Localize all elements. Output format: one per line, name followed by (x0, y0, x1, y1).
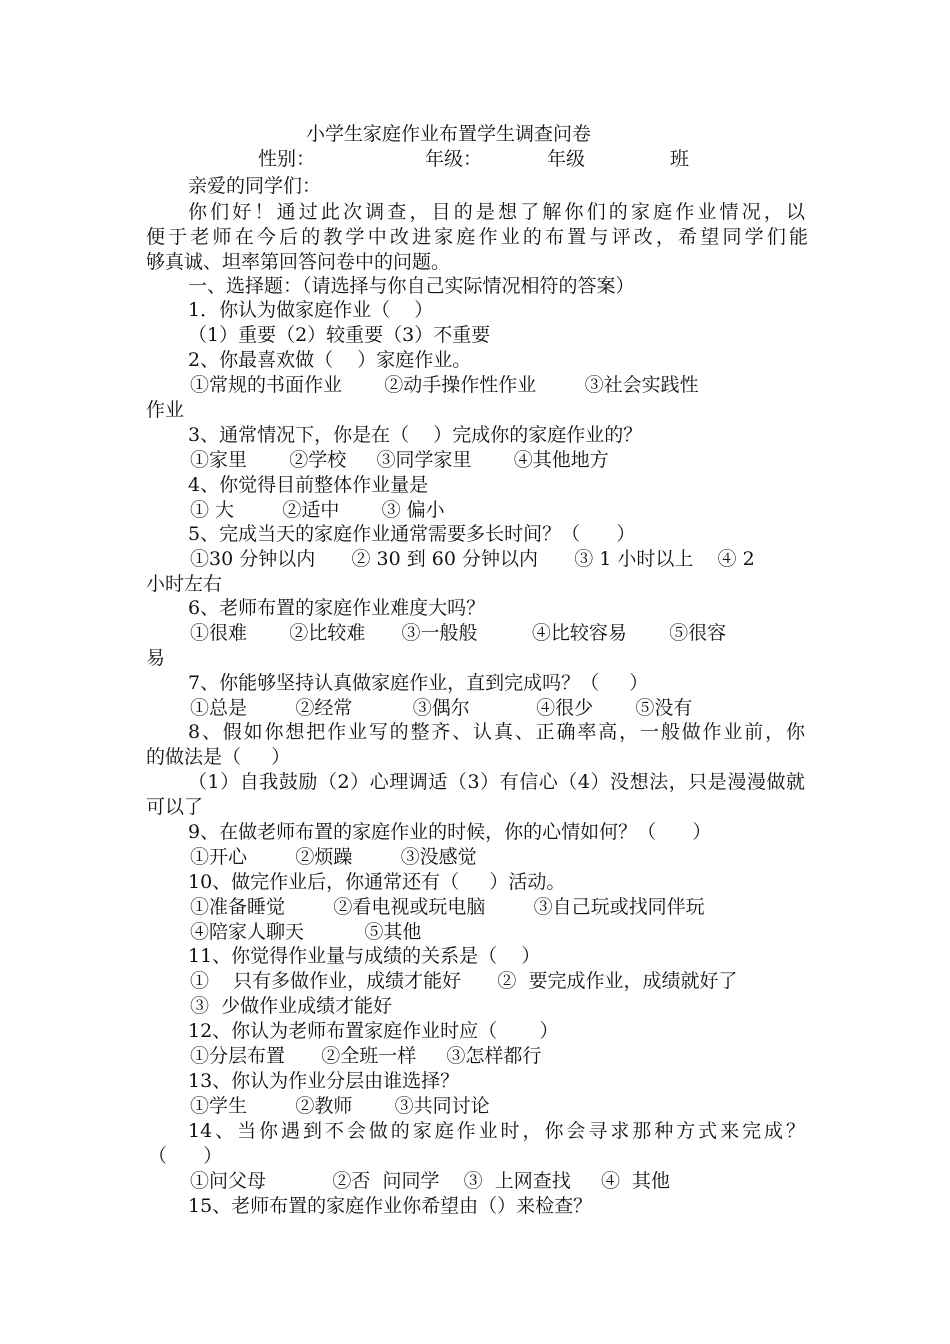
question-14: 14、当你遇到不会做的家庭作业时，你会寻求那种方式来完成？ (188, 1120, 805, 1142)
question-13: 13、你认为作业分层由谁选择？ (188, 1070, 460, 1092)
question-4: 4、你觉得目前整体作业量是 (188, 474, 429, 496)
question-7-options: ①总是 ②经常 ③偶尔 ④很少 ⑤没有 (190, 697, 693, 719)
question-8: 8、假如你想把作业写的整齐、认真、正确率高，一般做作业前，你 (188, 721, 805, 743)
question-12-options: ①分层布置 ②全班一样 ③怎样都行 (190, 1045, 542, 1067)
question-6-options: ①很难 ②比较难 ③一般般 ④比较容易 ⑤很容 (190, 622, 727, 644)
question-12: 12、你认为老师布置家庭作业时应（ ） (188, 1020, 559, 1042)
grade-label: 年级： (425, 148, 483, 170)
question-5-options-cont: 小时左右 (146, 573, 223, 595)
question-14-cont: （ ） (148, 1145, 223, 1167)
question-2-options-cont: 作业 (146, 399, 185, 421)
question-8-options-cont: 可以了 (146, 796, 204, 818)
gender-label: 性别： (258, 148, 316, 170)
question-9-options: ①开心 ②烦躁 ③没感觉 (190, 846, 477, 868)
question-7: 7、你能够坚持认真做家庭作业，直到完成吗？（ ） (188, 672, 649, 694)
greeting: 亲爱的同学们： (188, 175, 322, 197)
question-14-options: ①问父母 ②否 问同学 ③ 上网查找 ④ 其他 (190, 1170, 671, 1192)
question-5: 5、完成当天的家庭作业通常需要多长时间？（ ） (188, 523, 636, 545)
question-10-options: ①准备睡觉 ②看电视或玩电脑 ③自己玩或找同伴玩 (190, 896, 705, 918)
question-13-options: ①学生 ②教师 ③共同讨论 (190, 1095, 490, 1117)
intro-line-2: 便于老师在今后的教学中改进家庭作业的布置与评改，希望同学们能 (146, 226, 808, 248)
student-info-header (0, 147, 950, 172)
question-2-options: ①常规的书面作业 ②动手操作性作业 ③社会实践性 (190, 374, 699, 396)
intro-line-3: 够真诚、坦率第回答问卷中的问题。 (146, 251, 451, 273)
question-6: 6、老师布置的家庭作业难度大吗？ (188, 597, 486, 619)
question-10: 10、做完作业后，你通常还有（ ）活动。 (188, 871, 566, 893)
question-8-options: （1）自我鼓励（2）心理调适（3）有信心（4）没想法，只是漫漫做就 (188, 771, 805, 793)
question-5-options: ①30 分钟以内 ② 30 到 60 分钟以内 ③ 1 小时以上 ④ 2 (190, 548, 755, 570)
question-10-options-cont: ④陪家人聊天 ⑤其他 (190, 921, 422, 943)
question-11-options: ① 只有多做作业，成绩才能好 ② 要完成作业，成绩就好了 (190, 970, 738, 992)
question-15: 15、老师布置的家庭作业你希望由（）来检查？ (188, 1195, 593, 1217)
page-title: 小学生家庭作业布置学生调查问卷 (306, 123, 592, 145)
intro-line-1: 你们好！通过此次调查，目的是想了解你们的家庭作业情况，以 (188, 201, 805, 223)
section-heading: 一、选择题：（请选择与你自己实际情况相符的答案） (188, 275, 635, 297)
question-9: 9、在做老师布置的家庭作业的时候，你的心情如何？（ ） (188, 821, 712, 843)
question-1-options: （1）重要（2）较重要（3）不重要 (188, 324, 491, 346)
question-4-options: ① 大 ②适中 ③ 偏小 (190, 499, 445, 521)
grade-unit: 年级 (547, 148, 586, 170)
question-8-cont: 的做法是（ ） (146, 746, 291, 768)
question-1: 1．你认为做家庭作业（ ） (188, 299, 434, 321)
question-11: 11、你觉得作业量与成绩的关系是（ ） (188, 945, 541, 967)
question-3: 3、通常情况下，你是在（ ）完成你的家庭作业的？ (188, 424, 643, 446)
question-3-options: ①家里 ②学校 ③同学家里 ④其他地方 (190, 449, 609, 471)
question-2: 2、你最喜欢做（ ）家庭作业。 (188, 349, 472, 371)
question-11-options-cont: ③ 少做作业成绩才能好 (190, 995, 393, 1017)
class-unit: 班 (670, 148, 690, 170)
question-6-options-cont: 易 (146, 647, 166, 669)
